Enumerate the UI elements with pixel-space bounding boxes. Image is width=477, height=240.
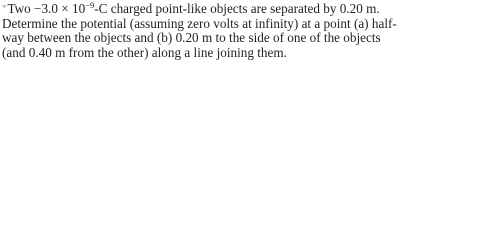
problem-marker: * (2, 3, 7, 13)
problem-line-1 (2, 1, 474, 17)
problem-line-4: (and 0.40 m from the other) along a line joining them. (2, 44, 287, 60)
line-1-start: Two −3.0 × 10 (7, 1, 86, 16)
problem-text (2, 1, 474, 60)
problem-line-2: Determine the potential (assuming zero volts at infinity) at a point (a) half- (2, 15, 397, 31)
exponent: −9 (85, 0, 95, 10)
line-1-end: -C charged point-like objects are separated by 0.20 m. (94, 1, 380, 16)
problem-line-3: way between the objects and (b) 0.20 m to the side of one of the objects (2, 30, 381, 46)
